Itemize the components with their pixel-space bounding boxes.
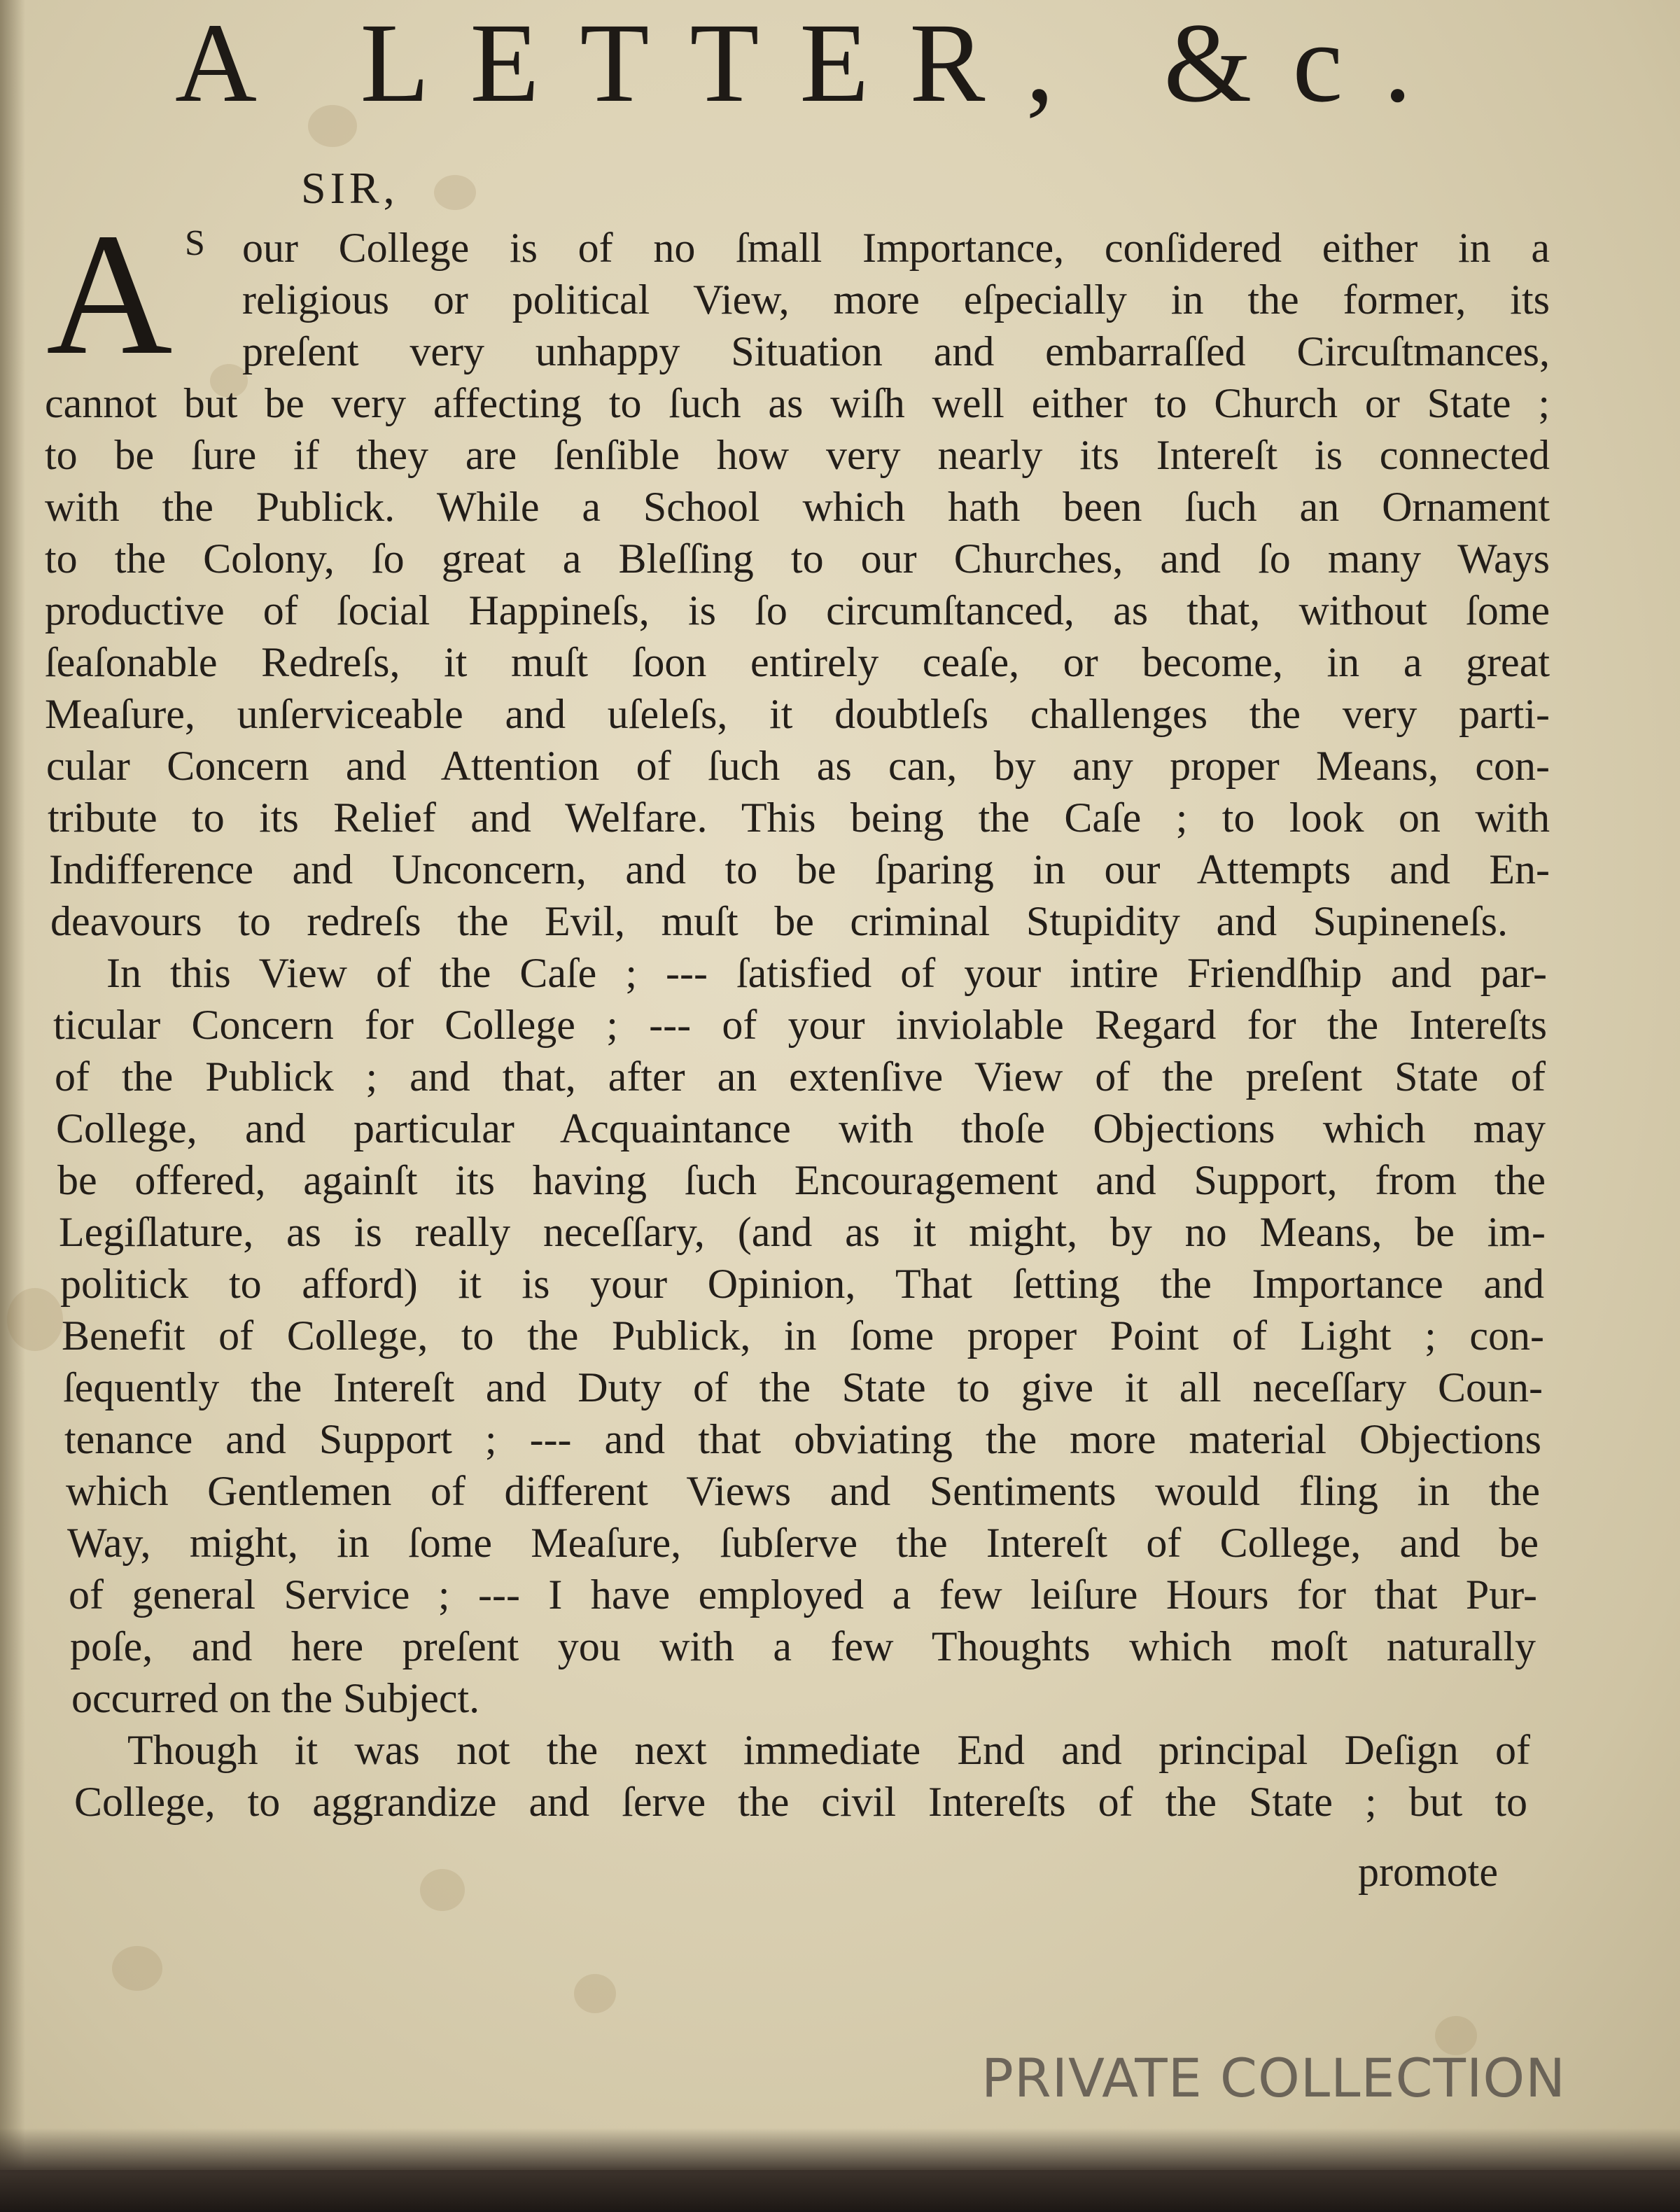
salutation: SIR, [301, 163, 399, 213]
page-title: A LETTER, &c. [175, 1, 1452, 126]
text-line: of general Service ; --- I have employed a few leiſure Hours for that Pur- [69, 1572, 1537, 1618]
text-line: to be ſure if they are ſenſible how very nearly its Intereſt is connected [45, 432, 1550, 478]
foxing-stain [112, 1946, 162, 1991]
text-line: cannot but be very affecting to ſuch as wiſh well either to Church or State ; [45, 380, 1550, 426]
text-line: In this View of the Caſe ; --- ſatisfied of your intire Friendſhip and par- [106, 950, 1547, 996]
text-line: occurred on the Subject. [71, 1675, 480, 1721]
text-line: with the Publick. While a School which hath been ſuch an Ornament [45, 484, 1550, 530]
foxing-stain [434, 175, 476, 210]
text-line: poſe, and here preſent you with a few Thoughts which moſt naturally [70, 1623, 1536, 1670]
page-left-edge-shadow [0, 0, 25, 2170]
text-line: of the Publick ; and that, after an extenſive View of the preſent State of [55, 1054, 1546, 1100]
text-line: preſent very unhappy Situation and embarraſſed Circuſtmances, [242, 328, 1550, 374]
text-line: ſequently the Intereſt and Duty of the State to give it all neceſſary Coun- [63, 1364, 1543, 1410]
foxing-stain [7, 1288, 63, 1351]
text-line: cular Concern and Attention of ſuch as can, by any proper Means, con- [46, 743, 1550, 789]
page-bottom-edge [0, 2128, 1680, 2212]
text-line: deavours to redreſs the Evil, muſt be criminal Stupidity and Supineneſs. [50, 898, 1508, 944]
text-line: College, and particular Acquaintance with thoſe Objections which may [56, 1105, 1546, 1152]
foxing-stain [420, 1869, 465, 1911]
text-line: Legiſlature, as is really neceſſary, (and as it might, by no Means, be im- [59, 1209, 1546, 1255]
drop-cap-continuation: S [185, 223, 205, 263]
text-line: politick to afford) it is your Opinion, That ſetting the Importance and [60, 1261, 1544, 1307]
text-line: tribute to its Relief and Welfare. This being the Caſe ; to look on with [48, 794, 1550, 841]
text-line: Indifference and Unconcern, and to be ſparing in our Attempts and En- [49, 846, 1550, 892]
text-line: religious or political View, more eſpecially in the former, its [242, 276, 1550, 323]
text-line: be offered, againſt its having ſuch Encouragement and Support, from the [57, 1157, 1546, 1203]
text-line: Benefit of College, to the Publick, in ſome proper Point of Light ; con- [62, 1312, 1544, 1359]
text-line: tenance and Support ; --- and that obviating the more material Objections [64, 1416, 1541, 1462]
text-line: productive of ſocial Happineſs, is ſo circumſtanced, as that, without ſome [45, 587, 1550, 634]
text-line: ſeaſonable Redreſs, it muſt ſoon entirely ceaſe, or become, in a great [45, 639, 1550, 685]
text-line: our College is of no ſmall Importance, conſidered either in a [242, 225, 1550, 271]
text-line: ticular Concern for College ; --- of your inviolable Regard for the Intereſts [53, 1002, 1547, 1048]
catchword: promote [1358, 1849, 1498, 1895]
text-line: College, to aggrandize and ſerve the civil Intereſts of the State ; but to [74, 1779, 1527, 1825]
text-line: Way, might, in ſome Meaſure, ſubſerve the Intereſt of College, and be [67, 1520, 1539, 1566]
text-line: to the Colony, ſo great a Bleſſing to our Churches, and ſo many Ways [45, 536, 1550, 582]
text-line: which Gentlemen of different Views and Sentiments would fling in the [66, 1468, 1540, 1514]
text-line: Meaſure, unſerviceable and uſeleſs, it doubtleſs challenges the very parti- [45, 691, 1550, 737]
drop-cap: A [46, 197, 173, 391]
watermark: PRIVATE COLLECTION [981, 2047, 1567, 2109]
foxing-stain [574, 1974, 616, 2013]
text-line: Though it was not the next immediate End and principal Deſign of [127, 1727, 1530, 1773]
